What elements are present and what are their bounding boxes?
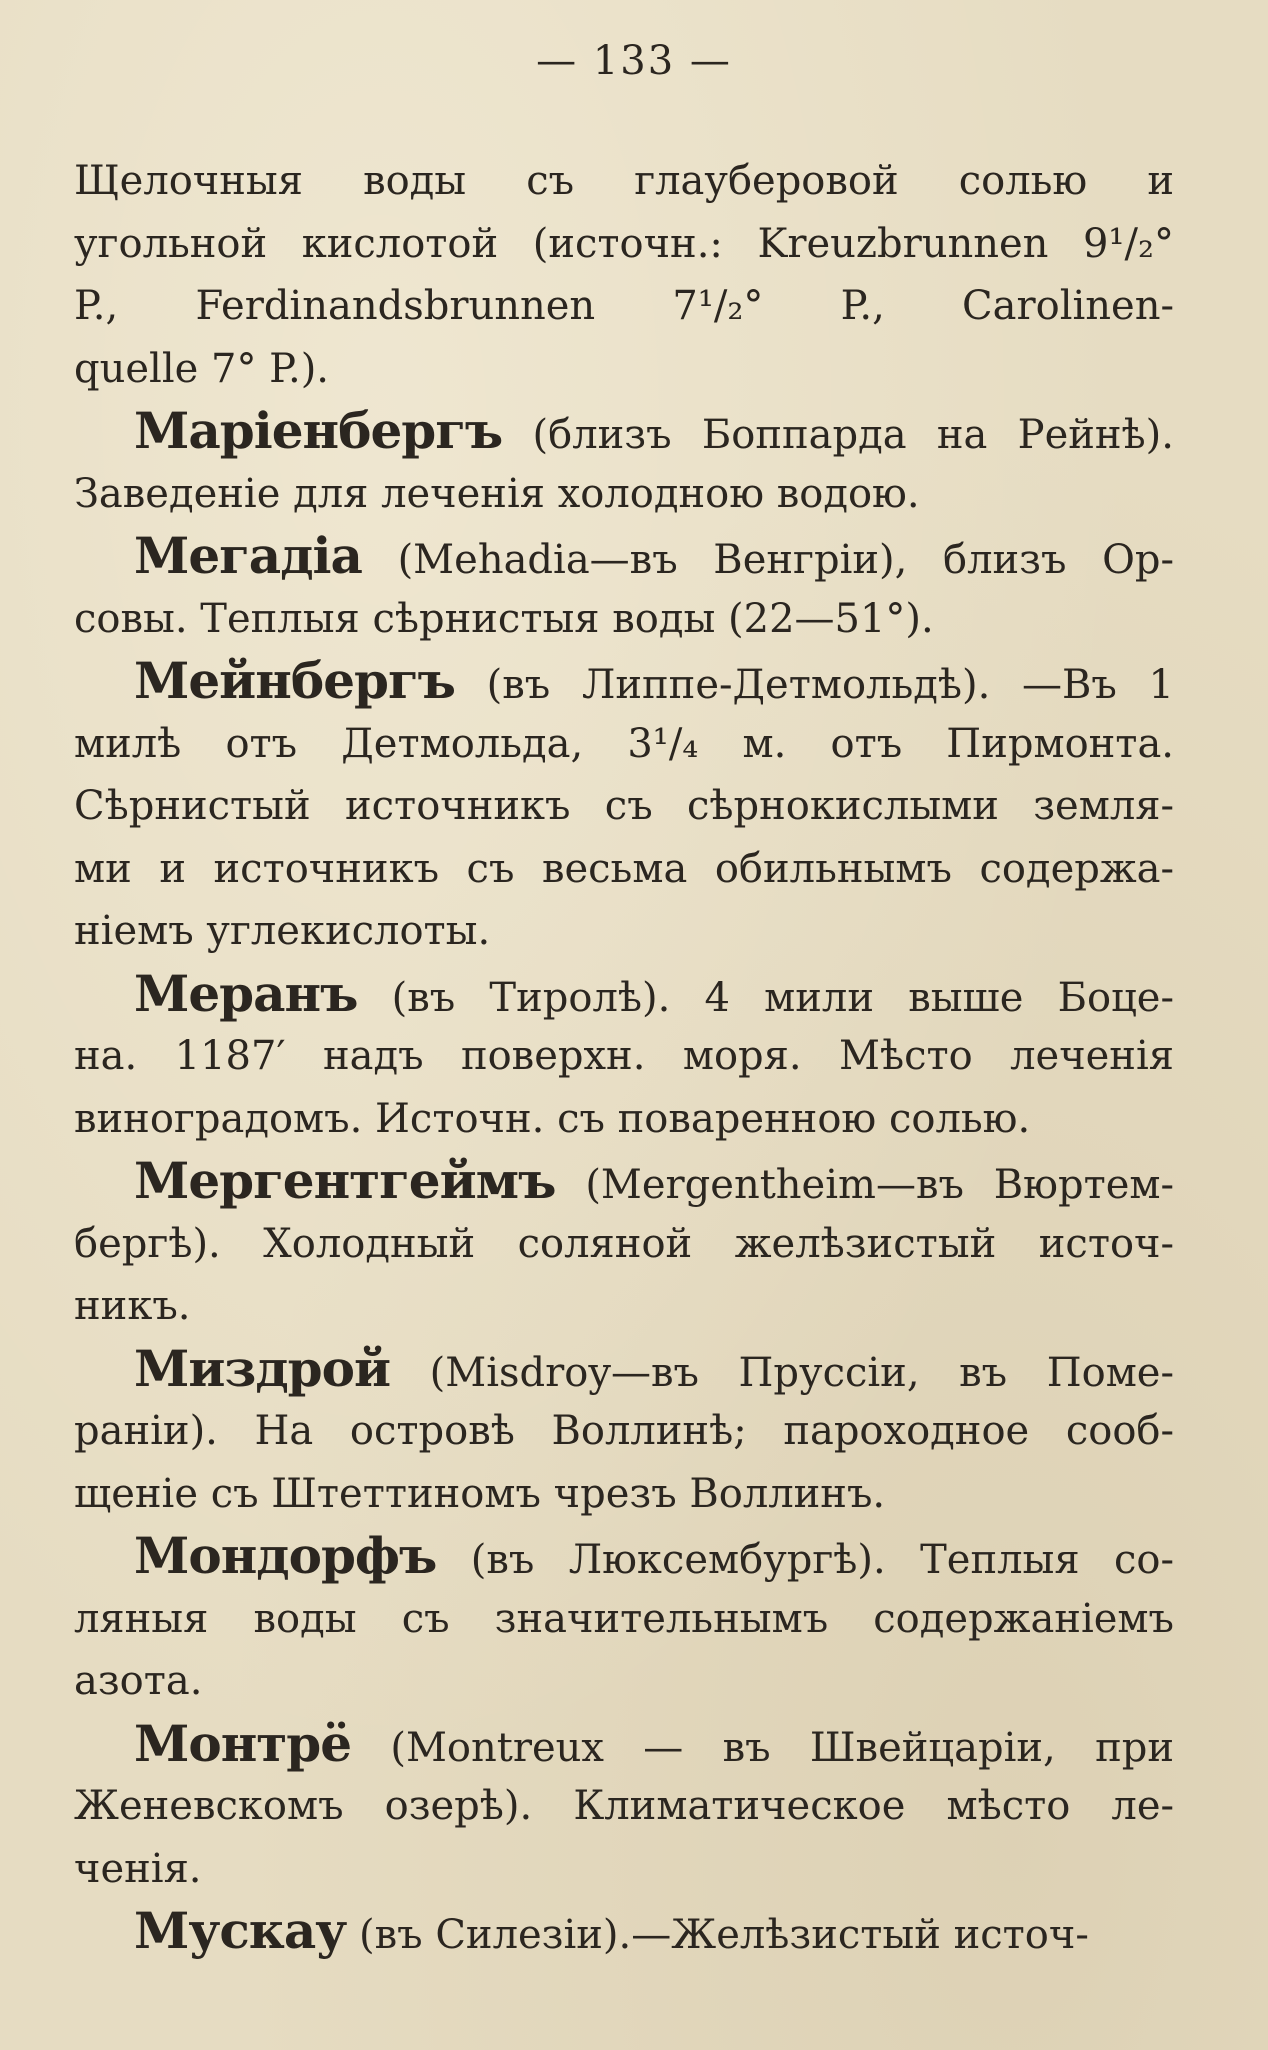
entry-headword: Мейнбергъ (134, 651, 455, 710)
entry-first-line (74, 400, 1174, 463)
entry-headword: Монтрё (134, 1713, 352, 1773)
entry-meran (74, 963, 1174, 1151)
text-line: ченія. (74, 1845, 202, 1892)
entry-headword: Маріенбергъ (134, 401, 503, 460)
entry-first-line-text: (Mehadia—въ Венгріи), близъ Ор- (361, 537, 1174, 583)
text-line: щеніе съ Штеттиномъ чрезъ Воллинъ. (74, 1470, 886, 1517)
entry-muskau (74, 1900, 1174, 1963)
text-line: Щелочныя воды съ глауберовой солью и (74, 158, 1174, 204)
entry-meinberg (74, 650, 1174, 963)
entry-first-line (74, 1900, 1174, 1963)
text-line: никъ. (74, 1283, 191, 1329)
entry-first-line (74, 525, 1174, 588)
text-line: угольной кислотой (источн.: Kreuzbrunnen 9¹/₂° (74, 220, 1174, 267)
entry-marienberg (74, 400, 1174, 525)
text-line: милѣ отъ Детмольда, 3¹/₄ м. отъ Пирмонта. (74, 720, 1174, 767)
entry-mergentheim (74, 1150, 1174, 1338)
entry-headword: Миздрой (134, 1338, 391, 1398)
entry-first-line (74, 1525, 1174, 1588)
text-line: Сѣрнистый источникъ съ сѣрнокислыми земля- (74, 783, 1174, 829)
entry-first-line-text: (въ Липпе-Детмольдѣ). —Въ 1 (454, 662, 1174, 708)
entry-first-line-text: (близъ Боппарда на Рейнѣ). (502, 412, 1174, 458)
text-line: Заведеніе для леченія холодною водою. (74, 470, 920, 517)
entry-first-line-text: (въ Тиролѣ). 4 мили выше Боце- (357, 974, 1174, 1021)
text-line: ми и источникъ съ весьма обильнымъ содержа- (74, 845, 1174, 892)
entry-headword: Меранъ (134, 963, 358, 1023)
entry-headword: Мегадіа (134, 526, 362, 585)
text-line: ніемъ углекислоты. (74, 908, 491, 954)
entry-megadia (74, 525, 1174, 650)
entry-mondorf (74, 1525, 1174, 1713)
text-line: quelle 7° P.). (74, 345, 330, 392)
page-number: — 133 — (536, 38, 732, 84)
entry-headword: Мергентгеймъ (134, 1151, 556, 1210)
entry-shchelochnyya (74, 150, 1174, 400)
entry-montreux (74, 1713, 1174, 1901)
text-line: азота. (74, 1658, 203, 1704)
text-line: P., Ferdinandsbrunnen 7¹/₂° P., Carolinen- (74, 283, 1174, 329)
entry-first-line-text: (въ Силезіи).—Желѣзистый источ- (346, 1912, 1089, 1958)
entry-first-line-text: (Montreux — въ Швейцаріи, при (351, 1724, 1174, 1771)
entry-first-line (74, 1150, 1174, 1213)
text-line: совы. Теплыя сѣрнистыя воды (22—51°). (74, 595, 934, 642)
entry-first-line-text: (въ Люксембургѣ). Теплыя со- (436, 1537, 1174, 1583)
entry-first-line-text: (Misdroy—въ Пруссіи, въ Поме- (390, 1349, 1174, 1396)
text-line: раніи). На островѣ Воллинѣ; пароходное сооб- (74, 1408, 1174, 1454)
text-line: ляныя воды съ значительнымъ содержаніемъ (74, 1595, 1174, 1642)
entry-first-line (74, 650, 1174, 713)
entry-first-line (74, 963, 1174, 1026)
entry-first-line (74, 1338, 1174, 1401)
text-line: Женевскомъ озерѣ). Климатическое мѣсто ле- (74, 1783, 1174, 1829)
text-line: на. 1187′ надъ поверхн. моря. Мѣсто леченія (74, 1033, 1174, 1079)
entry-first-line-text: (Mergentheim—въ Вюртем- (555, 1162, 1174, 1208)
entry-headword: Мускау (134, 1901, 347, 1960)
entry-headword: Мондорфъ (134, 1526, 437, 1585)
text-line: бергѣ). Холодный соляной желѣзистый источ- (74, 1220, 1174, 1267)
page-body (74, 150, 1174, 1963)
entry-misdroy (74, 1338, 1174, 1526)
entry-first-line (74, 1713, 1174, 1776)
text-line: виноградомъ. Источн. съ поваренною солью. (74, 1095, 1031, 1142)
